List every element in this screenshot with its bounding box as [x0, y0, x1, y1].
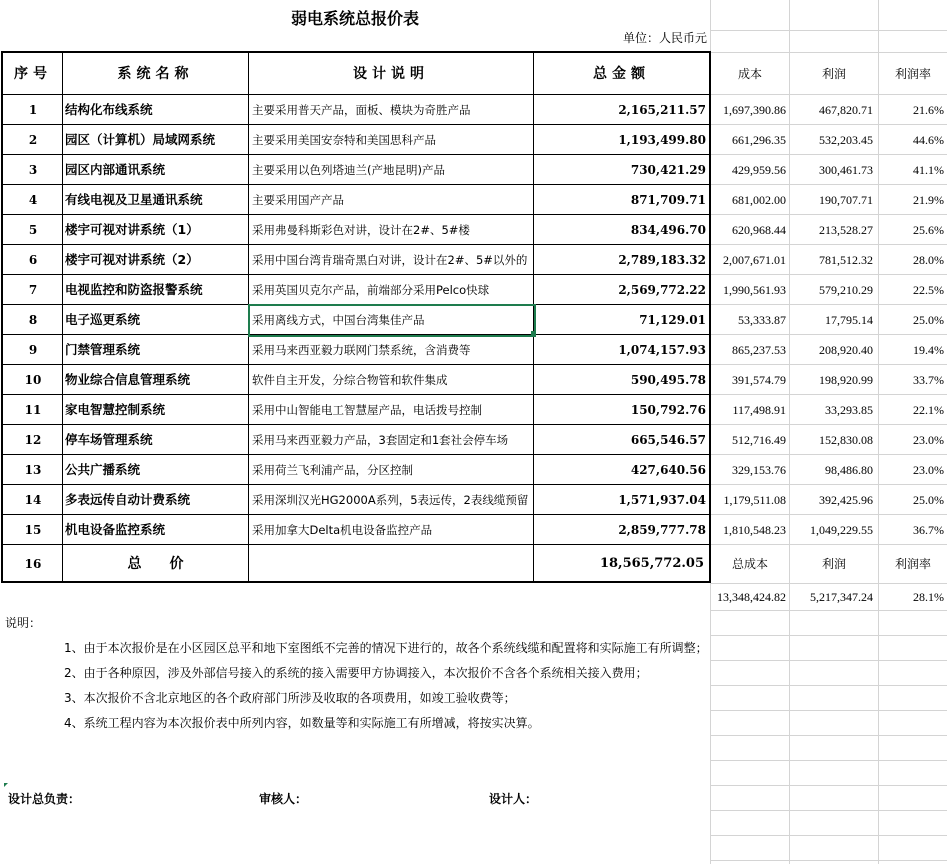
cell-amount[interactable]: 2,789,183.32 — [618, 253, 706, 267]
cell-profit[interactable]: 467,820.71 — [819, 103, 873, 117]
cell-cost[interactable]: 1,179,511.08 — [723, 493, 786, 507]
total-label[interactable]: 总 价 — [127, 556, 184, 572]
total-profit[interactable]: 5,217,347.24 — [810, 590, 873, 604]
cell-profit[interactable]: 208,920.40 — [819, 343, 873, 357]
cell-rate[interactable]: 21.9% — [913, 193, 944, 207]
cell-profit[interactable]: 1,049,229.55 — [810, 523, 873, 537]
cell-name[interactable]: 园区内部通讯系统 — [65, 162, 166, 177]
cell-no[interactable]: 3 — [28, 163, 38, 177]
cell-rate[interactable]: 33.7% — [913, 373, 944, 387]
cell-profit[interactable]: 213,528.27 — [819, 223, 873, 237]
cell-profit[interactable]: 33,293.85 — [825, 403, 873, 417]
cell-desc[interactable]: 采用中国台湾肯瑞奇黑白对讲，设计在2#、5#以外的 — [252, 253, 528, 267]
cell-name[interactable]: 电视监控和防盗报警系统 — [65, 282, 203, 297]
header-cost[interactable]: 成本 — [737, 67, 762, 81]
currency-unit: 单位：人民币元 — [623, 31, 708, 45]
cell-cost[interactable]: 391,574.79 — [732, 373, 786, 387]
cell-profit[interactable]: 98,486.80 — [825, 463, 873, 477]
cell-rate[interactable]: 21.6% — [913, 103, 944, 117]
cell-amount[interactable]: 1,074,157.93 — [618, 343, 706, 357]
table-row — [0, 335, 947, 365]
sheet-title: 弱电系统总报价表 — [290, 9, 419, 28]
cell-profit[interactable]: 152,830.08 — [819, 433, 873, 447]
cell-no[interactable]: 2 — [28, 133, 38, 147]
cell-no[interactable]: 4 — [28, 193, 38, 207]
signature-designer-lead: 设计总负责： — [8, 792, 81, 806]
cell-no[interactable]: 10 — [24, 373, 42, 387]
header-rate[interactable]: 利润率 — [894, 67, 931, 81]
total-amount[interactable]: 18,565,772.05 — [599, 556, 704, 571]
note-item: 4、系统工程内容为本次报价表中所列内容，如数量等和实际施工有所增减，将按实决算。 — [64, 716, 540, 730]
cell-profit[interactable]: 392,425.96 — [819, 493, 873, 507]
cell-amount[interactable]: 2,569,772.22 — [618, 283, 706, 297]
active-cell-selection[interactable] — [248, 304, 536, 337]
cell-rate[interactable]: 19.4% — [913, 343, 944, 357]
cell-amount[interactable]: 1,571,937.04 — [618, 493, 706, 507]
cell-profit[interactable]: 198,920.99 — [819, 373, 873, 387]
cell-name[interactable]: 机电设备监控系统 — [65, 522, 166, 537]
cell-no[interactable]: 1 — [28, 103, 38, 117]
cell-name[interactable]: 电子巡更系统 — [65, 312, 141, 327]
cell-amount[interactable]: 834,496.70 — [630, 223, 706, 237]
cell-cost[interactable]: 117,498.91 — [732, 403, 786, 417]
cell-rate[interactable]: 25.0% — [913, 493, 944, 507]
cell-no[interactable]: 11 — [24, 403, 42, 417]
cell-no[interactable]: 6 — [28, 253, 38, 267]
cell-cost[interactable]: 2,007,671.01 — [723, 253, 786, 267]
cell-amount[interactable]: 665,546.57 — [630, 433, 706, 447]
cell-cost[interactable]: 429,959.56 — [732, 163, 786, 177]
cell-desc[interactable]: 采用弗曼科斯彩色对讲，设计在2#、5#楼 — [252, 223, 470, 237]
cell-amount[interactable]: 2,859,777.78 — [618, 523, 706, 537]
table-row — [0, 395, 947, 425]
cell-rate[interactable]: 22.5% — [913, 283, 944, 297]
cell-name[interactable]: 多表远传自动计费系统 — [65, 492, 191, 507]
cell-cost[interactable]: 620,968.44 — [732, 223, 786, 237]
cell-profit[interactable]: 579,210.29 — [819, 283, 873, 297]
cell-desc[interactable]: 采用马来西亚毅力联网门禁系统，含消费等 — [252, 343, 471, 357]
total-no[interactable]: 16 — [24, 557, 42, 571]
signature-designer: 设计人： — [489, 792, 538, 806]
table-row — [0, 125, 947, 155]
table-row — [0, 275, 947, 305]
cell-no[interactable]: 14 — [24, 493, 42, 507]
table-row — [0, 455, 947, 485]
cell-desc[interactable]: 采用荷兰飞利浦产品，分区控制 — [252, 463, 413, 477]
total-cost-label[interactable]: 总成本 — [731, 557, 768, 571]
cell-name[interactable]: 园区（计算机）局域网系统 — [65, 132, 216, 147]
cell-rate[interactable]: 36.7% — [913, 523, 944, 537]
cell-profit[interactable]: 781,512.32 — [819, 253, 873, 267]
cell-amount[interactable]: 2,165,211.57 — [618, 103, 706, 117]
total-cost[interactable]: 13,348,424.82 — [717, 590, 786, 604]
cell-name[interactable]: 结构化布线系统 — [65, 102, 153, 117]
fill-handle[interactable] — [531, 331, 536, 336]
cell-desc-selected[interactable]: 采用离线方式，中国台湾集佳产品 — [252, 313, 425, 327]
note-item: 1、由于本次报价是在小区园区总平和地下室图纸不完善的情况下进行的，故各个系统线缆和配置将和实际施工有所调整； — [64, 641, 708, 655]
cell-amount[interactable]: 427,640.56 — [630, 463, 706, 477]
cell-amount[interactable]: 150,792.76 — [630, 403, 706, 417]
cell-cost[interactable]: 512,716.49 — [732, 433, 786, 447]
cell-no[interactable]: 15 — [24, 523, 42, 537]
cell-amount[interactable]: 590,495.78 — [630, 373, 706, 387]
cell-desc[interactable]: 主要采用美国安奈特和美国思科产品 — [252, 133, 436, 147]
header-name[interactable]: 系统名称 — [117, 66, 194, 82]
table-row — [0, 155, 947, 185]
cell-rate[interactable]: 25.0% — [913, 313, 944, 327]
cell-desc[interactable]: 采用英国贝克尔产品，前端部分采用Pelco快球 — [252, 283, 490, 297]
cell-name[interactable]: 停车场管理系统 — [65, 432, 153, 447]
cell-cost[interactable]: 1,990,561.93 — [723, 283, 786, 297]
total-rate[interactable]: 28.1% — [913, 590, 944, 604]
table-row — [0, 365, 947, 395]
total-profit-label[interactable]: 利润 — [821, 557, 846, 571]
cell-cost[interactable]: 681,002.00 — [732, 193, 786, 207]
cell-desc[interactable]: 采用加拿大Delta机电设备监控产品 — [252, 523, 433, 537]
cell-rate[interactable]: 25.6% — [913, 223, 944, 237]
table-row — [0, 215, 947, 245]
cell-cost[interactable]: 53,333.87 — [738, 313, 786, 327]
cell-desc[interactable]: 采用中山智能电工智慧屋产品，电话拨号控制 — [252, 403, 482, 417]
table-row — [0, 245, 947, 275]
table-row — [0, 185, 947, 215]
cell-amount[interactable]: 71,129.01 — [639, 313, 706, 327]
cell-no[interactable]: 9 — [28, 343, 38, 357]
cell-desc[interactable]: 主要采用以色列塔迪兰(产地昆明)产品 — [252, 163, 445, 177]
cell-name[interactable]: 公共广播系统 — [65, 462, 141, 477]
cell-rate[interactable]: 23.0% — [913, 463, 944, 477]
total-rate-label[interactable]: 利润率 — [894, 557, 931, 571]
cell-profit[interactable]: 532,203.45 — [819, 133, 873, 147]
cell-no[interactable]: 8 — [28, 313, 38, 327]
table-row — [0, 425, 947, 455]
cell-name[interactable]: 有线电视及卫星通讯系统 — [65, 192, 203, 207]
cell-name[interactable]: 家电智慧控制系统 — [65, 402, 166, 417]
header-desc[interactable]: 设计说明 — [353, 66, 429, 82]
cell-no[interactable]: 13 — [24, 463, 42, 477]
cell-desc[interactable]: 采用深圳汉光HG2000A系列，5表远传，2表线缆预留 — [252, 493, 529, 507]
cell-cost[interactable]: 1,697,390.86 — [723, 103, 786, 117]
header-amount[interactable]: 总金额 — [593, 66, 650, 82]
signature-reviewer: 审核人： — [259, 792, 308, 806]
cell-profit[interactable]: 17,795.14 — [825, 313, 873, 327]
cell-name[interactable]: 物业综合信息管理系统 — [65, 372, 191, 387]
cell-cost[interactable]: 865,237.53 — [732, 343, 786, 357]
cell-amount[interactable]: 871,709.71 — [630, 193, 706, 207]
note-item: 2、由于各种原因，涉及外部信号接入的系统的接入需要甲方协调接入，本次报价不含各个系统相关接入费用； — [64, 666, 648, 680]
cell-no[interactable]: 7 — [28, 283, 38, 297]
cell-rate[interactable]: 23.0% — [913, 433, 944, 447]
table-row — [0, 515, 947, 545]
cell-cost[interactable]: 1,810,548.23 — [723, 523, 786, 537]
cell-desc[interactable]: 主要采用普天产品，面板、模块为奇胜产品 — [252, 103, 471, 117]
cell-desc[interactable]: 主要采用国产产品 — [252, 193, 344, 207]
cell-cost[interactable]: 661,296.35 — [732, 133, 786, 147]
cell-amount[interactable]: 730,421.29 — [630, 163, 706, 177]
notes-heading: 说明： — [5, 616, 42, 630]
cell-profit[interactable]: 190,707.71 — [819, 193, 873, 207]
cell-rate[interactable]: 44.6% — [913, 133, 944, 147]
cell-name[interactable]: 楼宇可视对讲系统（2） — [65, 252, 199, 267]
cell-no[interactable]: 12 — [24, 433, 42, 447]
cell-name[interactable]: 楼宇可视对讲系统（1） — [65, 222, 199, 237]
cell-profit[interactable]: 300,461.73 — [819, 163, 873, 177]
cell-cost[interactable]: 329,153.76 — [732, 463, 786, 477]
header-no[interactable]: 序号 — [14, 66, 52, 82]
note-item: 3、本次报价不含北京地区的各个政府部门所涉及收取的各项费用，如竣工验收费等； — [64, 691, 516, 705]
cell-no[interactable]: 5 — [28, 223, 38, 237]
table-row — [0, 95, 947, 125]
cell-rate[interactable]: 41.1% — [913, 163, 944, 177]
cell-name[interactable]: 门禁管理系统 — [65, 342, 141, 357]
cell-desc[interactable]: 软件自主开发，分综合物管和软件集成 — [252, 373, 448, 387]
header-profit[interactable]: 利润 — [821, 67, 846, 81]
cell-rate[interactable]: 28.0% — [913, 253, 944, 267]
cell-desc[interactable]: 采用马来西亚毅力产品，3套固定和1套社会停车场 — [252, 433, 509, 447]
cell-rate[interactable]: 22.1% — [913, 403, 944, 417]
table-row — [0, 485, 947, 515]
cell-amount[interactable]: 1,193,499.80 — [618, 133, 706, 147]
